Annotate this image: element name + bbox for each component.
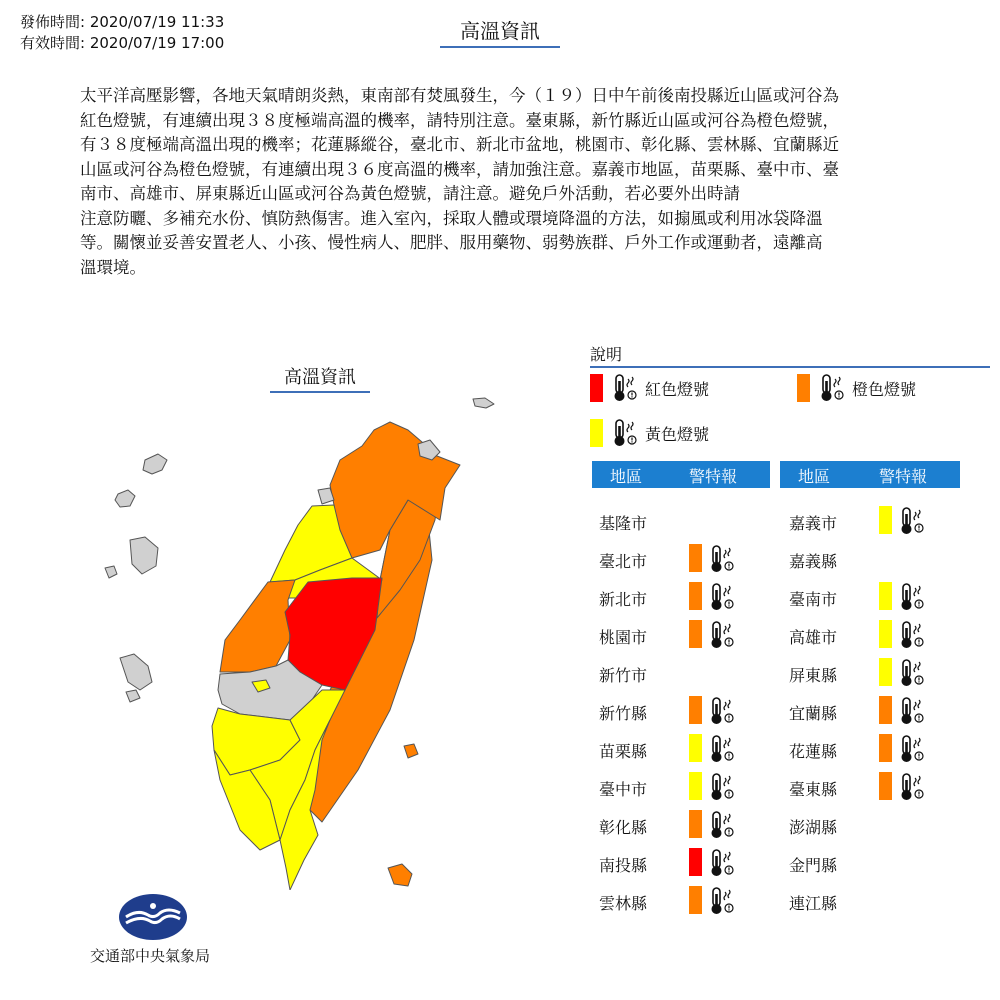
orchid-island <box>388 864 412 886</box>
alert-level-orange <box>689 582 702 610</box>
kinmen-island-2 <box>115 490 135 507</box>
table-row <box>789 886 959 916</box>
table-header-right <box>780 461 960 488</box>
alert-level-yellow <box>879 658 892 686</box>
region-name: 南投縣 <box>599 856 648 875</box>
thermometer-heat-icon <box>898 582 926 612</box>
region-name: 臺北市 <box>599 552 648 571</box>
region-name: 屏東縣 <box>789 666 838 685</box>
alert-level-orange <box>689 544 702 572</box>
col-alert-header: 警特報 <box>879 467 928 486</box>
penghu-island-1 <box>130 537 158 574</box>
table-row <box>789 848 959 878</box>
table-row <box>789 506 959 536</box>
table-row <box>599 696 769 726</box>
alert-level-yellow <box>689 772 702 800</box>
table-row <box>599 772 769 802</box>
region-name: 高雄市 <box>789 628 838 647</box>
alert-level-orange <box>689 620 702 648</box>
thermometer-heat-icon <box>898 620 926 650</box>
region-name: 桃園市 <box>599 628 648 647</box>
alert-level-orange <box>879 734 892 762</box>
thermometer-heat-icon <box>818 373 846 403</box>
alert-level-orange <box>879 772 892 800</box>
penghu-island-4 <box>126 690 140 702</box>
region-name: 連江縣 <box>789 894 838 913</box>
thermometer-heat-icon <box>708 886 736 916</box>
bulletin-line: 山區或河谷為橙色燈號，有連續出現３６度高溫的機率，請加強注意。嘉義市地區，苗栗縣、臺中市、臺 <box>80 159 839 179</box>
bulletin-line: 有３８度極端高溫出現的機率；花蓮縣縱谷，臺北市、新北市盆地，桃園市、彰化縣、雲林縣、宜蘭縣近 <box>80 135 839 154</box>
valid-time: 有效時間: 2020/07/19 17:00 <box>20 34 225 52</box>
table-row <box>789 734 959 764</box>
thermometer-heat-icon <box>708 810 736 840</box>
region-name: 雲林縣 <box>599 894 648 913</box>
table-row <box>599 734 769 764</box>
table-row <box>789 810 959 840</box>
thermometer-heat-icon <box>898 506 926 536</box>
agency-name: 交通部中央氣象局 <box>89 947 210 965</box>
region-name: 嘉義縣 <box>789 552 838 571</box>
bulletin-line: 南市、高雄市、屏東縣近山區或河谷為黃色燈號，請注意。避免戶外活動，若必要外出時請 <box>80 184 740 203</box>
thermometer-heat-icon <box>898 696 926 726</box>
table-row <box>599 848 769 878</box>
matsu-island <box>473 398 494 408</box>
thermometer-heat-icon <box>708 696 736 726</box>
taiwan-heat-map <box>90 390 510 890</box>
region-name: 臺中市 <box>599 780 648 799</box>
table-row <box>599 620 769 650</box>
region-name: 新北市 <box>599 590 648 609</box>
thermometer-heat-icon <box>708 772 736 802</box>
penghu-island-2 <box>105 566 117 578</box>
table-row <box>789 582 959 612</box>
alert-level-yellow <box>879 620 892 648</box>
bulletin-line: 太平洋高壓影響，各地天氣晴朗炎熱，東南部有焚風發生，今（１９）日中午前後南投縣近山區或河谷為 <box>80 86 839 105</box>
table-row <box>599 886 769 916</box>
table-row <box>599 582 769 612</box>
bulletin-line: 注意防曬、多補充水份、慎防熱傷害。進入室內，採取人體或環境降溫的方法，如搧風或利用冰袋降溫 <box>80 208 823 228</box>
thermometer-heat-icon <box>898 772 926 802</box>
map-title: 高溫資訊 <box>270 366 370 393</box>
region-name: 花蓮縣 <box>789 742 838 761</box>
page-title: 高溫資訊 <box>440 18 560 48</box>
thermometer-heat-icon <box>611 418 639 448</box>
thermometer-heat-icon <box>708 734 736 764</box>
thermometer-heat-icon <box>708 620 736 650</box>
table-row <box>789 772 959 802</box>
legend-orange <box>797 373 916 403</box>
col-region-header: 地區 <box>610 467 643 486</box>
table-row <box>789 696 959 726</box>
alert-level-orange <box>689 886 702 914</box>
legend-orange-label: 橙色燈號 <box>852 379 917 399</box>
yellow-swatch <box>590 419 603 447</box>
alert-level-red <box>689 848 702 876</box>
bulletin-line: 等。關懷並妥善安置老人、小孩、慢性病人、肥胖、服用藥物、弱勢族群、戶外工作或運動者，遠離高 <box>80 233 823 252</box>
region-name: 臺東縣 <box>789 780 838 799</box>
legend-title: 說明 <box>590 344 990 368</box>
region-name: 苗栗縣 <box>599 742 648 761</box>
alert-level-yellow <box>879 582 892 610</box>
thermometer-heat-icon <box>708 582 736 612</box>
orange-swatch <box>797 374 810 402</box>
thermometer-heat-icon <box>708 544 736 574</box>
table-row <box>789 544 959 574</box>
thermometer-heat-icon <box>898 658 926 688</box>
table-header-left <box>592 461 770 488</box>
legend-red-label: 紅色燈號 <box>645 379 710 399</box>
table-row <box>789 620 959 650</box>
alert-level-yellow <box>879 506 892 534</box>
bulletin-line: 紅色燈號，有連續出現３８度極端高溫的機率，請特別注意。臺東縣，新竹縣近山區或河谷為橙色燈號， <box>80 110 839 130</box>
alert-level-orange <box>879 696 892 724</box>
thermometer-heat-icon <box>611 373 639 403</box>
col-region-header: 地區 <box>798 467 831 486</box>
table-row <box>599 506 769 536</box>
table-row <box>789 658 959 688</box>
thermometer-heat-icon <box>708 848 736 878</box>
region-name: 新竹縣 <box>599 704 648 723</box>
bulletin-text <box>80 84 920 280</box>
region-name: 澎湖縣 <box>789 818 838 837</box>
legend-yellow-label: 黃色燈號 <box>645 424 710 444</box>
alert-level-orange <box>689 696 702 724</box>
alert-level-orange <box>689 810 702 838</box>
legend-red <box>590 373 709 403</box>
region-name: 臺南市 <box>789 590 838 609</box>
cwb-logo <box>118 893 188 941</box>
thermometer-heat-icon <box>898 734 926 764</box>
region-name: 宜蘭縣 <box>789 704 838 723</box>
region-name: 彰化縣 <box>599 818 648 837</box>
kinmen-island-1 <box>143 454 167 474</box>
region-name: 嘉義市 <box>789 514 838 533</box>
issue-time: 發佈時間: 2020/07/19 11:33 <box>20 13 225 31</box>
penghu-island-3 <box>120 654 152 690</box>
alert-level-yellow <box>689 734 702 762</box>
region-name: 基隆市 <box>599 514 648 533</box>
bulletin-line: 溫環境。 <box>80 257 146 277</box>
legend-yellow <box>590 418 709 448</box>
table-row <box>599 810 769 840</box>
red-swatch <box>590 374 603 402</box>
region-name: 金門縣 <box>789 856 838 875</box>
table-row <box>599 658 769 688</box>
green-island <box>404 744 418 758</box>
region-name: 新竹市 <box>599 666 648 685</box>
region-changhua <box>220 580 295 672</box>
table-row <box>599 544 769 574</box>
col-alert-header: 警特報 <box>689 467 738 486</box>
